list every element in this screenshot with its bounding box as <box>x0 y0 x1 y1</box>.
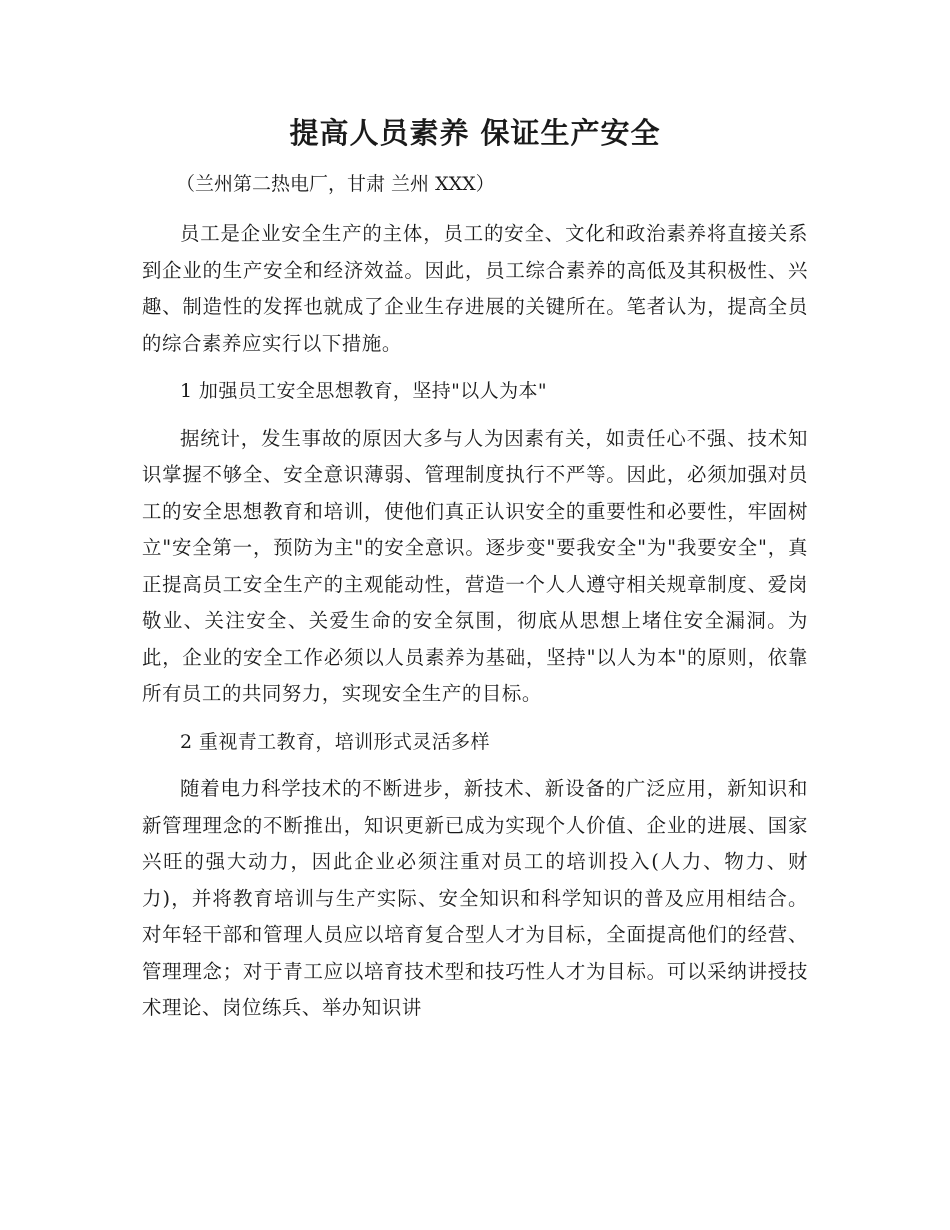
intro-paragraph: 员工是企业安全生产的主体，员工的安全、文化和政治素养将直接关系到企业的生产安全和经济效益。因此，员工综合素养的高低及其积极性、兴趣、制造性的发挥也就成了企业生存进展的关键所在。笔者认为，提高全员的综合素养应实行以下措施。 <box>142 222 808 355</box>
section-heading-1: 1 加强员工安全思想教育，坚持"以人为本" <box>180 380 548 402</box>
section-heading-2: 2 重视青工教育，培训形式灵活多样 <box>180 730 490 753</box>
document-title: 提高人员素养 保证生产安全 <box>289 116 661 150</box>
section-2-paragraph: 随着电力科学技术的不断进步，新技术、新设备的广泛应用，新知识和新管理理念的不断推出，知识更新已成为实现个人价值、企业的进展、国家兴旺的强大动力，因此企业必须注重对员工的培训投入(人力、物力、财力)，并将教育培训与生产实际、安全知识和科学知识的普及应用相结合。对年轻干部和管理人员应以培育复合型人才为目标，全面提高他们的经营、管理理念；对于青工应以培育技术型和技巧性人才为目标。可以采纳讲授技术理论、岗位练兵、举办知识讲 <box>142 777 808 1019</box>
author-affiliation: （兰州第二热电厂，甘肃 兰州 XXX） <box>176 173 495 195</box>
section-1-paragraph: 据统计，发生事故的原因大多与人为因素有关，如责任心不强、技术知识掌握不够全、安全意识薄弱、管理制度执行不严等。因此，必须加强对员工的安全思想教育和培训，使他们真正认识安全的重要性和必要性，牢固树立"安全第一，预防为主"的安全意识。逐步变"要我安全"为"我要安全"，真正提高员工安全生产的主观能动性，营造一个人人遵守相关规章制度、爱岗敬业、关注安全、关爱生命的安全氛围，彻底从思想上堵住安全漏洞。为此，企业的安全工作必须以人员素养为基础，坚持"以人为本"的原则，依靠所有员工的共同努力，实现安全生产的目标。 <box>142 426 808 705</box>
document-body <box>142 216 808 1038</box>
